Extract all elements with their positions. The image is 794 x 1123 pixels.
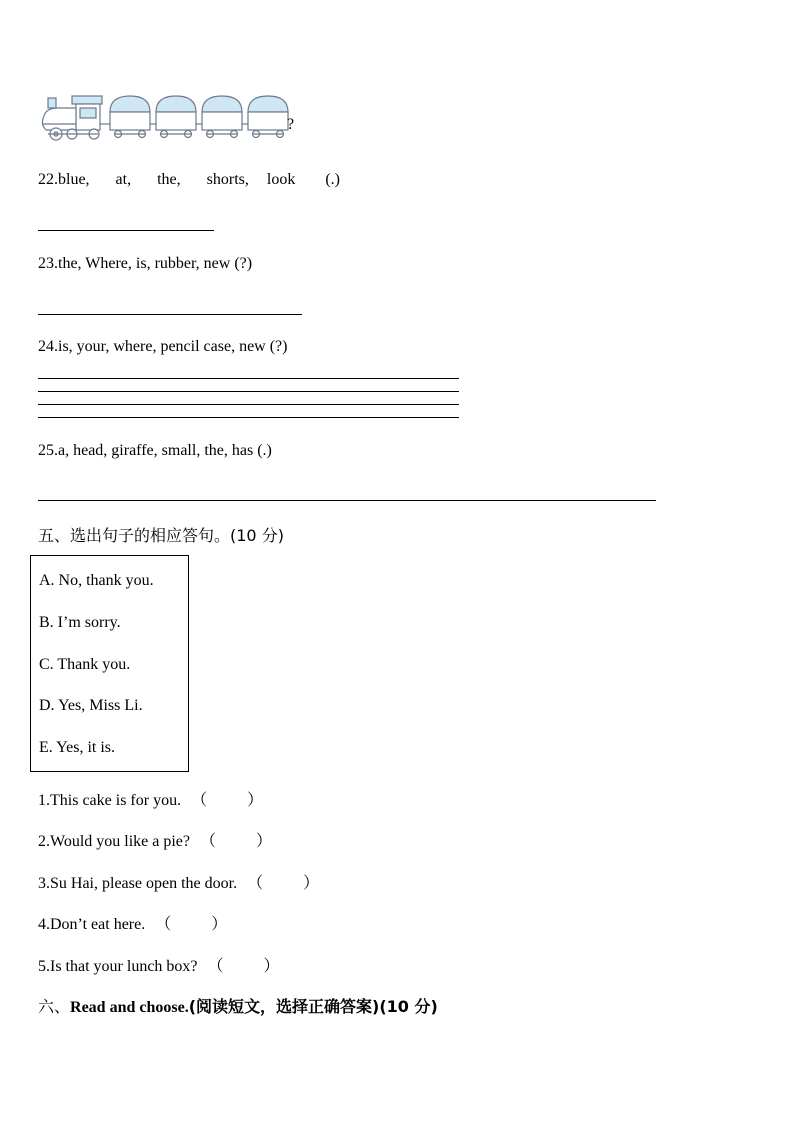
question-text: the, Where, is, rubber, new (?) xyxy=(58,255,253,272)
question-text: is, your, where, pencil case, new (?) xyxy=(58,338,288,355)
answer-line[interactable] xyxy=(38,404,459,405)
option-a: A. No, thank you. xyxy=(39,572,154,589)
word: look xyxy=(266,171,296,188)
match-question-1 xyxy=(38,787,263,810)
answer-paren-open: （ xyxy=(155,914,172,933)
match-question-5 xyxy=(38,953,280,976)
options-box xyxy=(30,555,189,772)
section-6-number: 六、 xyxy=(38,997,71,1016)
question-number: 25. xyxy=(38,442,58,459)
match-question-3 xyxy=(38,870,319,893)
answer-line[interactable] xyxy=(38,391,459,392)
match-question-2 xyxy=(38,828,272,851)
question-text: 2.Would you like a pie? xyxy=(38,833,191,850)
answer-paren-open: （ xyxy=(191,790,208,809)
answer-paren-close: ） xyxy=(247,790,264,809)
section-6-title xyxy=(38,994,438,1017)
question-number: 23. xyxy=(38,255,58,272)
answer-paren-close: ） xyxy=(256,831,273,850)
question-text: 5.Is that your lunch box? xyxy=(38,958,198,975)
word: shorts, xyxy=(206,171,249,188)
option-b: B. I’m sorry. xyxy=(39,614,121,631)
answer-line[interactable] xyxy=(38,417,459,418)
question-text: 1.This cake is for you. xyxy=(38,792,182,809)
train-icon xyxy=(38,94,308,146)
answer-paren-close: ） xyxy=(263,956,280,975)
answer-line[interactable] xyxy=(38,378,459,379)
answer-line[interactable] xyxy=(38,500,656,501)
option-c: C. Thank you. xyxy=(39,656,131,673)
word: at, xyxy=(115,171,132,188)
question-number: 24. xyxy=(38,338,58,355)
answer-paren-close: ） xyxy=(211,914,228,933)
question-text: 4.Don’t eat here. xyxy=(38,916,146,933)
section-6-instruction: Read and choose. xyxy=(70,999,189,1016)
answer-paren-close: ） xyxy=(303,873,320,892)
match-question-4 xyxy=(38,911,227,934)
option-e: E. Yes, it is. xyxy=(39,739,116,756)
option-d: D. Yes, Miss Li. xyxy=(39,697,143,714)
question-24 xyxy=(38,338,287,356)
answer-line[interactable] xyxy=(38,314,302,315)
section-6-instruction-cn: (阅读短文，选择正确答案)(10 分) xyxy=(188,997,438,1016)
answer-paren-open: （ xyxy=(247,873,264,892)
answer-paren-open: （ xyxy=(207,956,224,975)
question-text: a, head, giraffe, small, the, has (.) xyxy=(58,442,272,459)
question-number: 22. xyxy=(38,171,58,188)
question-text: 3.Su Hai, please open the door. xyxy=(38,875,238,892)
word: the, xyxy=(157,171,181,188)
train-question-mark: ? xyxy=(287,116,295,133)
question-25 xyxy=(38,442,272,460)
question-23 xyxy=(38,255,252,273)
answer-paren-open: （ xyxy=(200,831,217,850)
word: blue, xyxy=(58,171,90,188)
word: (.) xyxy=(325,171,340,188)
question-22 xyxy=(38,171,340,189)
section-5-title: 五、选出句子的相应答句。(10 分) xyxy=(38,526,284,545)
answer-line[interactable] xyxy=(38,230,214,231)
